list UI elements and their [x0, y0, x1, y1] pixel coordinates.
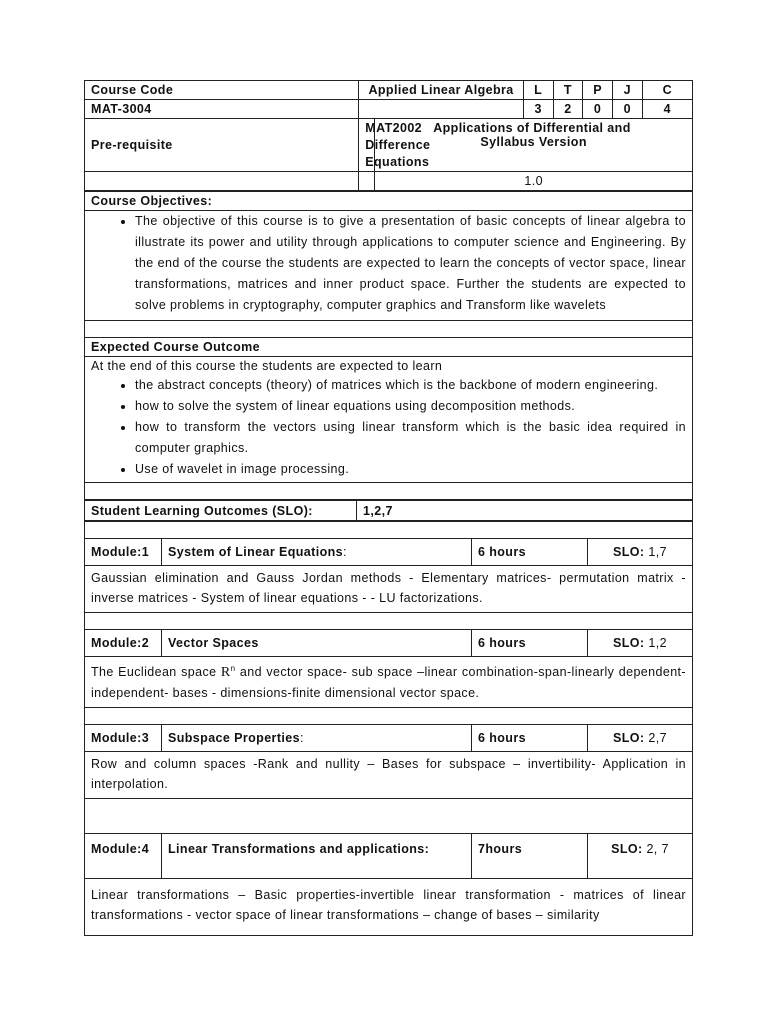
prereq-line2: Difference Equations — [365, 138, 431, 169]
ltpjc-label-p: P — [583, 81, 613, 100]
empty-cell — [359, 172, 375, 191]
euclidean-symbol: R — [220, 665, 231, 681]
ltpjc-value-l: 3 — [523, 100, 553, 119]
module-slo: 2, 7 — [646, 842, 669, 857]
module-slo-cell — [588, 834, 693, 879]
module-hours: 6 hours — [472, 725, 588, 752]
module-slo-label: SLO: — [611, 842, 643, 857]
module-title-cell — [162, 834, 472, 879]
module-body: Linear transformations – Basic properties-invertible linear transformation - matrices of linear transformations - vector space of linear transformations – change of bases – similarity — [85, 879, 693, 936]
module-body — [85, 657, 693, 708]
outcome-item: • the abstract concepts (theory) of matrices which is the backbone of modern engineering. — [135, 375, 686, 396]
course-code: MAT-3004 — [85, 100, 359, 119]
syllabus-version-value: 1.0 — [375, 172, 693, 191]
module-header-1 — [85, 539, 693, 566]
outcomes-intro: At the end of this course the students are expected to learn — [91, 359, 443, 373]
syllabus-document — [84, 80, 693, 936]
objectives-heading: Course Objectives: — [85, 192, 693, 211]
module-hours: 6 hours — [472, 630, 588, 657]
module-title-cell — [162, 725, 472, 752]
module-slo-cell — [588, 539, 693, 566]
ltpjc-label-c: C — [642, 81, 692, 100]
module-title: Vector Spaces — [168, 636, 259, 650]
spacer-row — [85, 321, 693, 338]
module-slo-label: SLO: — [613, 731, 645, 746]
slo-value: 1,2,7 — [357, 501, 693, 521]
ltpjc-label-t: T — [553, 81, 583, 100]
module-slo-label: SLO: — [613, 545, 645, 559]
slo-label: Student Learning Outcomes (SLO): — [85, 501, 357, 521]
module-title-cell — [162, 630, 472, 657]
prereq-label: Pre-requisite — [85, 119, 359, 172]
module-slo: 2,7 — [648, 731, 667, 746]
module-slo: 1,2 — [648, 636, 667, 650]
course-title: Applied Linear Algebra — [359, 81, 524, 100]
spacer-row — [85, 522, 693, 539]
slo-table — [84, 500, 693, 521]
module-hours: 6 hours — [472, 539, 588, 566]
spacer-row — [85, 613, 693, 630]
module-body: Row and column spaces -Rank and nullity – Bases for subspace – invertibility- Application in interpolation. — [85, 752, 693, 799]
module-label: Module:4 — [85, 834, 162, 879]
course-code-label: Course Code — [85, 81, 359, 100]
ltpjc-value-t: 2 — [553, 100, 583, 119]
module-header-2 — [85, 630, 693, 657]
spacer-row — [85, 483, 693, 500]
ltpjc-value-j: 0 — [612, 100, 642, 119]
empty-cell — [359, 100, 524, 119]
ltpjc-value-c: 4 — [642, 100, 692, 119]
syllabus-version-label: Syllabus Version — [375, 119, 693, 172]
spacer-row — [85, 799, 693, 834]
course-header-table — [84, 80, 693, 191]
outcomes-body — [85, 357, 693, 483]
module-header-4 — [85, 834, 693, 879]
objective-item: • The objective of this course is to give a presentation of basic concepts of linear algebra to illustrate its power and utility through applications to computer science and Engineering. By the end of the course the students are expected to learn the concepts of vector space, linear transformations, matrices and inner product space. Further the students are expected to solve problems in cryptography, computer graphics and Transform like wavelets — [135, 211, 686, 316]
module-slo-cell — [588, 725, 693, 752]
module-header-3 — [85, 725, 693, 752]
empty-cell — [85, 172, 359, 191]
euclidean-exponent: n — [230, 664, 236, 673]
module-title-cell — [162, 539, 472, 566]
module-title: Subspace Properties — [168, 731, 300, 746]
module-body: Gaussian elimination and Gauss Jordan methods - Elementary matrices- permutation matrix - inverse matrices - System of linear equations - - LU factorizations. — [85, 566, 693, 613]
module-body-text: The Euclidean space — [91, 665, 221, 680]
ltpjc-label-j: J — [612, 81, 642, 100]
prereq-line1: MAT2002 Applications of Differential and — [365, 121, 631, 135]
module-label: Module:1 — [85, 539, 162, 566]
spacer-row — [85, 708, 693, 725]
ltpjc-label-l: L — [523, 81, 553, 100]
module-slo-cell — [588, 630, 693, 657]
module-title-suffix: : — [299, 731, 304, 746]
module-label: Module:2 — [85, 630, 162, 657]
module-label: Module:3 — [85, 725, 162, 752]
objectives-table — [84, 191, 693, 500]
outcome-item: • how to transform the vectors using linear transform which is the basic idea required in computer graphics. — [135, 417, 686, 459]
module-slo: 1,7 — [648, 545, 667, 559]
module-title-suffix: : — [343, 545, 347, 559]
module-title: System of Linear Equations — [168, 545, 344, 559]
module-slo-label: SLO: — [613, 636, 645, 650]
outcomes-heading: Expected Course Outcome — [85, 338, 693, 357]
modules-table — [84, 521, 693, 936]
outcome-item: • how to solve the system of linear equations using decomposition methods. — [135, 396, 686, 417]
outcome-item: • Use of wavelet in image processing. — [135, 459, 686, 480]
ltpjc-value-p: 0 — [583, 100, 613, 119]
module-body-text: and vector space- sub space –linear combination-span-linearly dependent-independent- bases - dimensions-finite dimensional vector space. — [91, 665, 686, 701]
module-title: Linear Transformations and applications: — [168, 842, 430, 857]
objectives-body — [85, 211, 693, 321]
module-hours: 7hours — [472, 834, 588, 879]
